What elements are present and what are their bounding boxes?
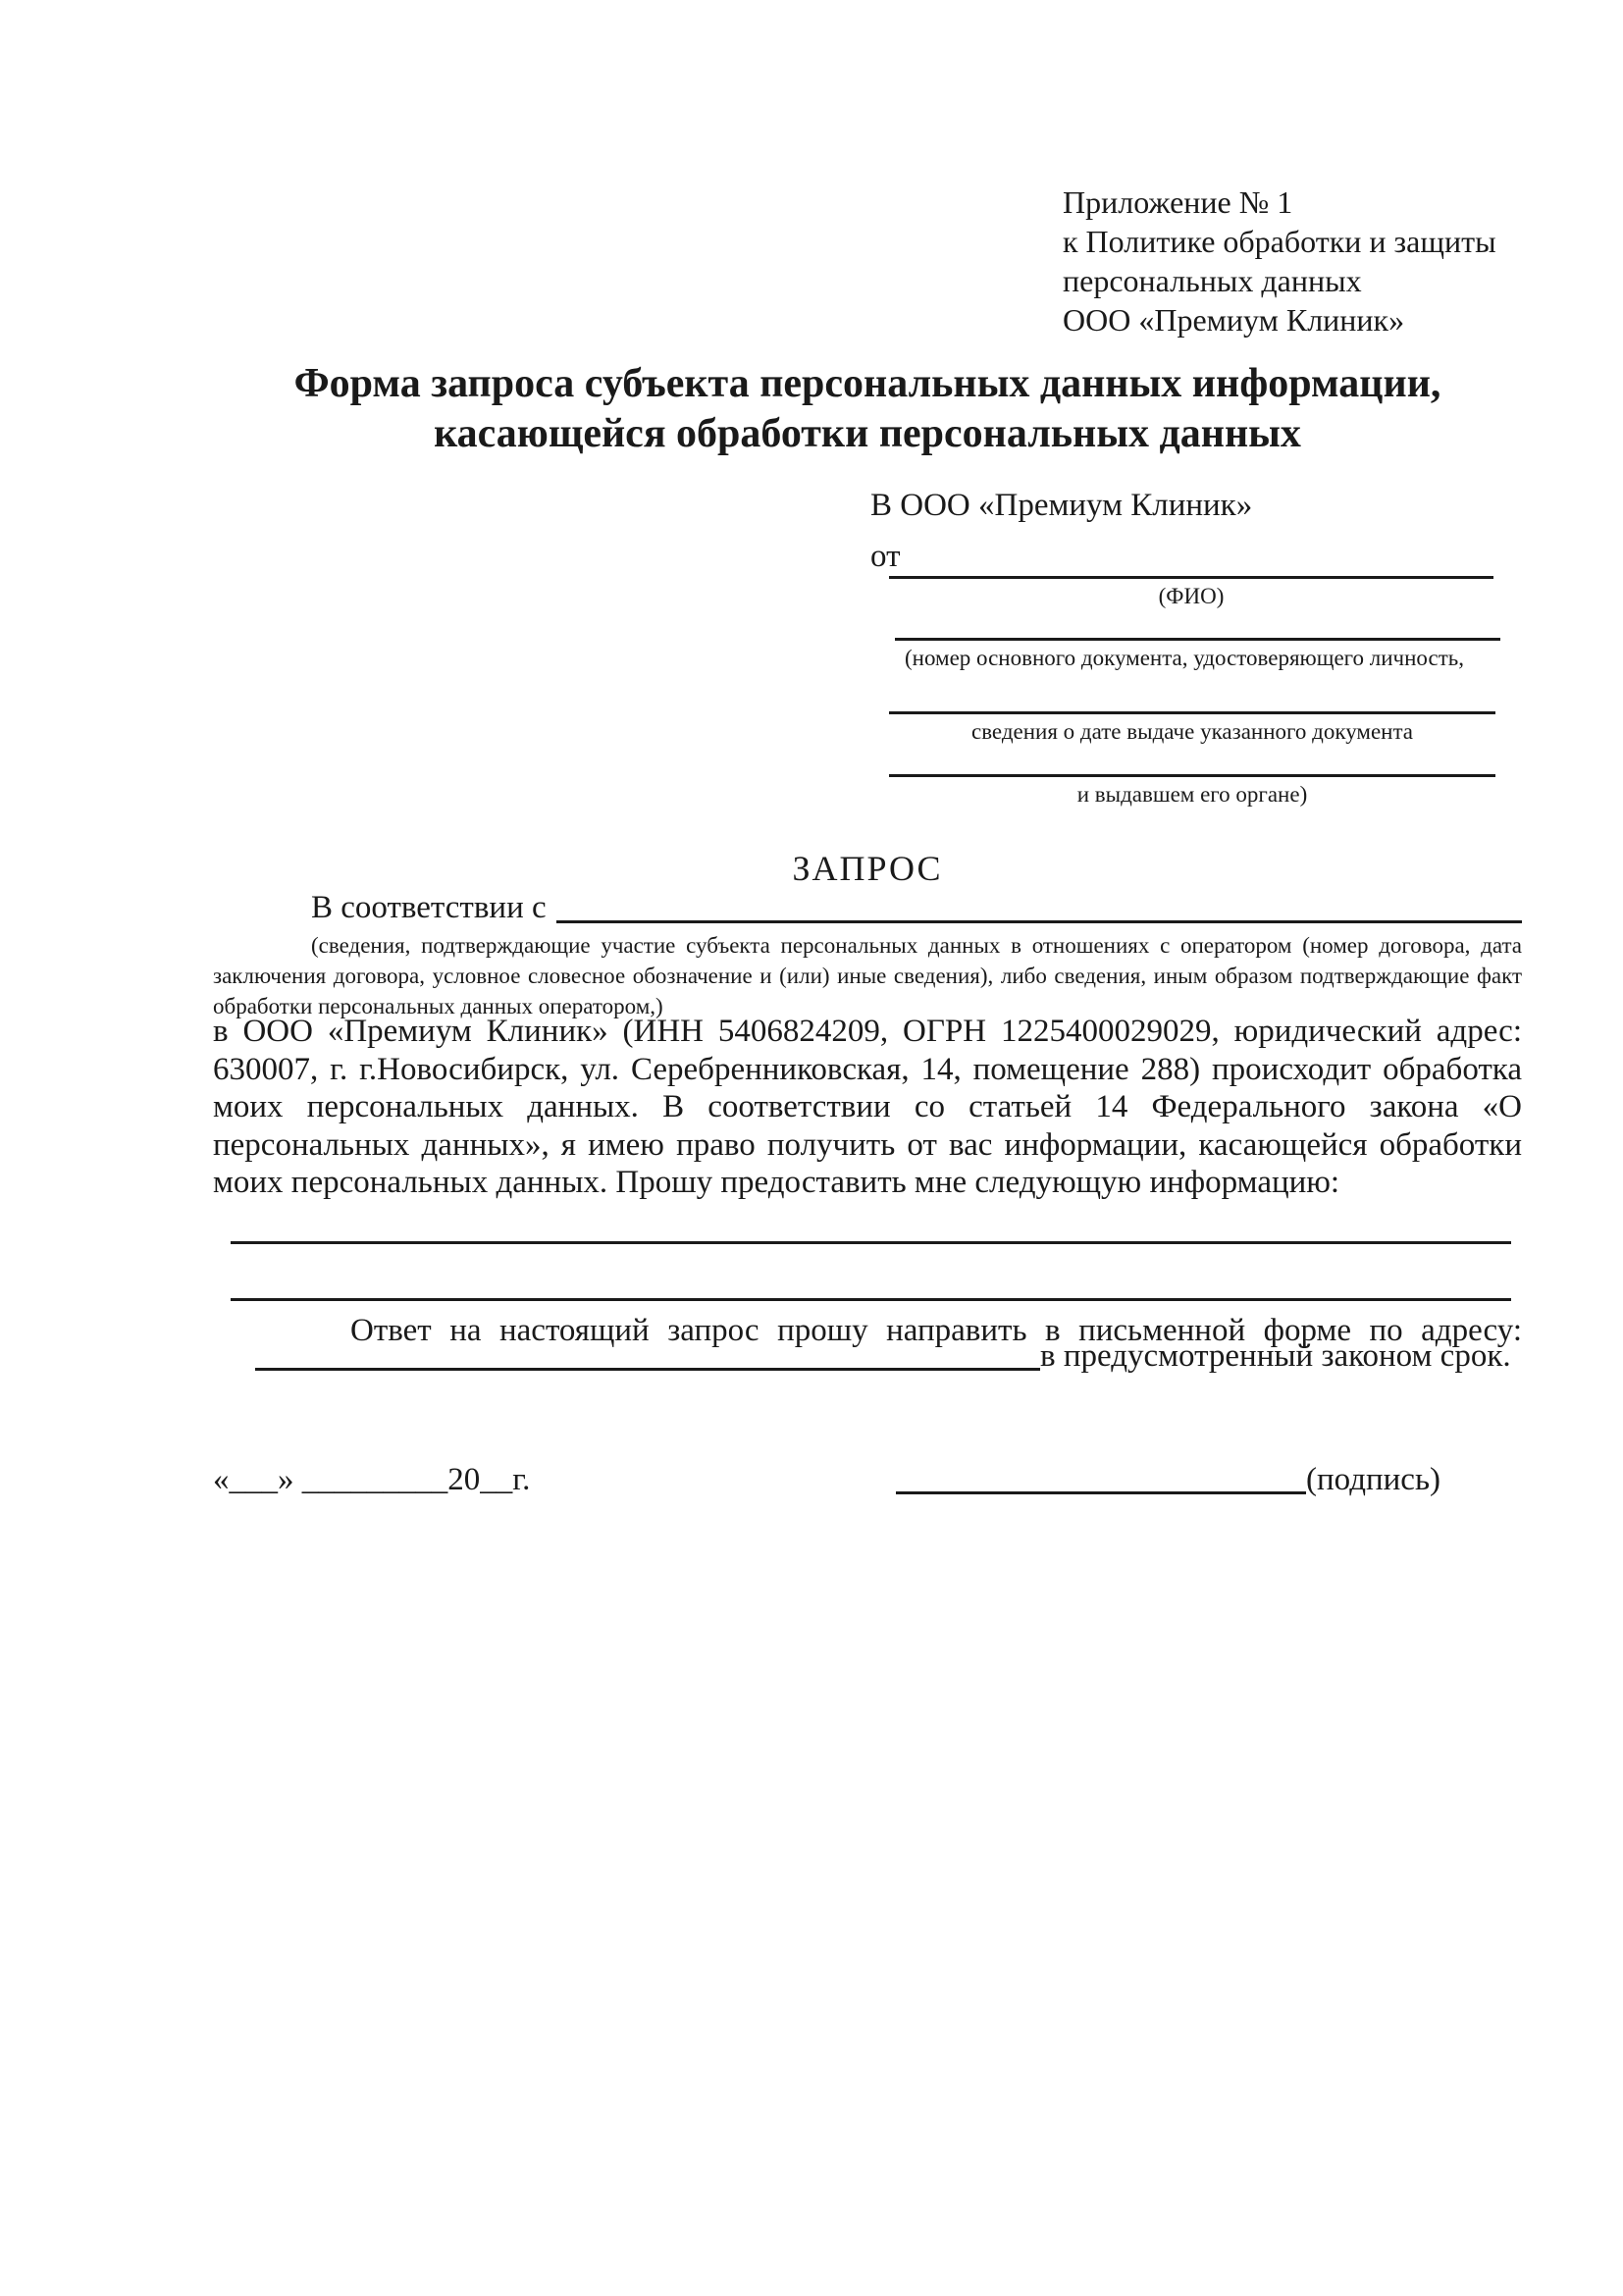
doc-issuer-caption: и выдавшем его органе): [1076, 782, 1308, 807]
appendix-line: ООО «Премиум Клиник»: [1063, 302, 1405, 338]
info-fill-line-1[interactable]: [231, 1241, 1511, 1244]
info-fill-line-2[interactable]: [231, 1298, 1511, 1301]
answer-sentence: Ответ на настоящий запрос прошу направить в письменной форме по адресу:: [350, 1313, 1522, 1348]
fio-fill-line[interactable]: [889, 576, 1493, 579]
doc-issuer-fill-line[interactable]: [889, 774, 1495, 777]
accordance-label: В соответствии с: [311, 890, 547, 925]
addressee-from-label: от: [870, 539, 901, 574]
answer-address-row: [255, 1336, 1522, 1376]
doc-number-fill-line[interactable]: [895, 638, 1500, 641]
signature-fill-line[interactable]: [896, 1460, 1306, 1494]
appendix-line: к Политике обработки и защиты: [1063, 224, 1496, 259]
page-title: [213, 359, 1522, 459]
note-text: (сведения, подтверждающие участие субъекта персональных данных в отношениях с оператором (номер договора, дата заключения договора, условное словесное обозначение и (или) иные сведения), либо сведения, иным образом подтверждающие факт обработки персональных данных оператором,): [213, 933, 1522, 1018]
signature-row: [896, 1460, 1440, 1499]
fio-caption: (ФИО): [1158, 584, 1225, 608]
answer-tail: в предусмотренный законом срок.: [1040, 1338, 1511, 1374]
body-paragraph: в ООО «Премиум Клиник» (ИНН 5406824209, ОГРН 1225400029029, юридический адрес: 630007, г. г.Новосибирск, ул. Серебренниковская, 14, помещение 288) происходит обработка моих персональных данных. В соответствии со статьей 14 Федерального закона «О персональных данных», я имею право получить от вас информации, касающейся обработки моих персональных данных. Прошу предоставить мне следующую информацию:: [213, 1014, 1522, 1200]
accordance-row: [213, 887, 1522, 928]
appendix-line: Приложение № 1: [1063, 184, 1293, 220]
appendix-block: [1063, 183, 1496, 339]
doc-date-caption: сведения о дате выдаче указанного документа: [970, 719, 1414, 744]
address-fill-line[interactable]: [255, 1336, 1040, 1371]
signature-caption: (подпись): [1306, 1462, 1440, 1497]
date-line[interactable]: «___» _________20__г.: [213, 1462, 531, 1497]
accordance-fill-line[interactable]: [556, 887, 1522, 923]
doc-number-caption: (номер основного документа, удостоверяющего личность,: [904, 646, 1464, 670]
page-title-line-1: Форма запроса субъекта персональных данных информации,: [293, 361, 1441, 406]
page-title-line-2: касающейся обработки персональных данных: [434, 411, 1301, 456]
request-heading: ЗАПРОС: [792, 849, 943, 888]
doc-date-fill-line[interactable]: [889, 711, 1495, 714]
appendix-line: персональных данных: [1063, 263, 1362, 298]
addressee-to: В ООО «Премиум Клиник»: [870, 488, 1253, 523]
